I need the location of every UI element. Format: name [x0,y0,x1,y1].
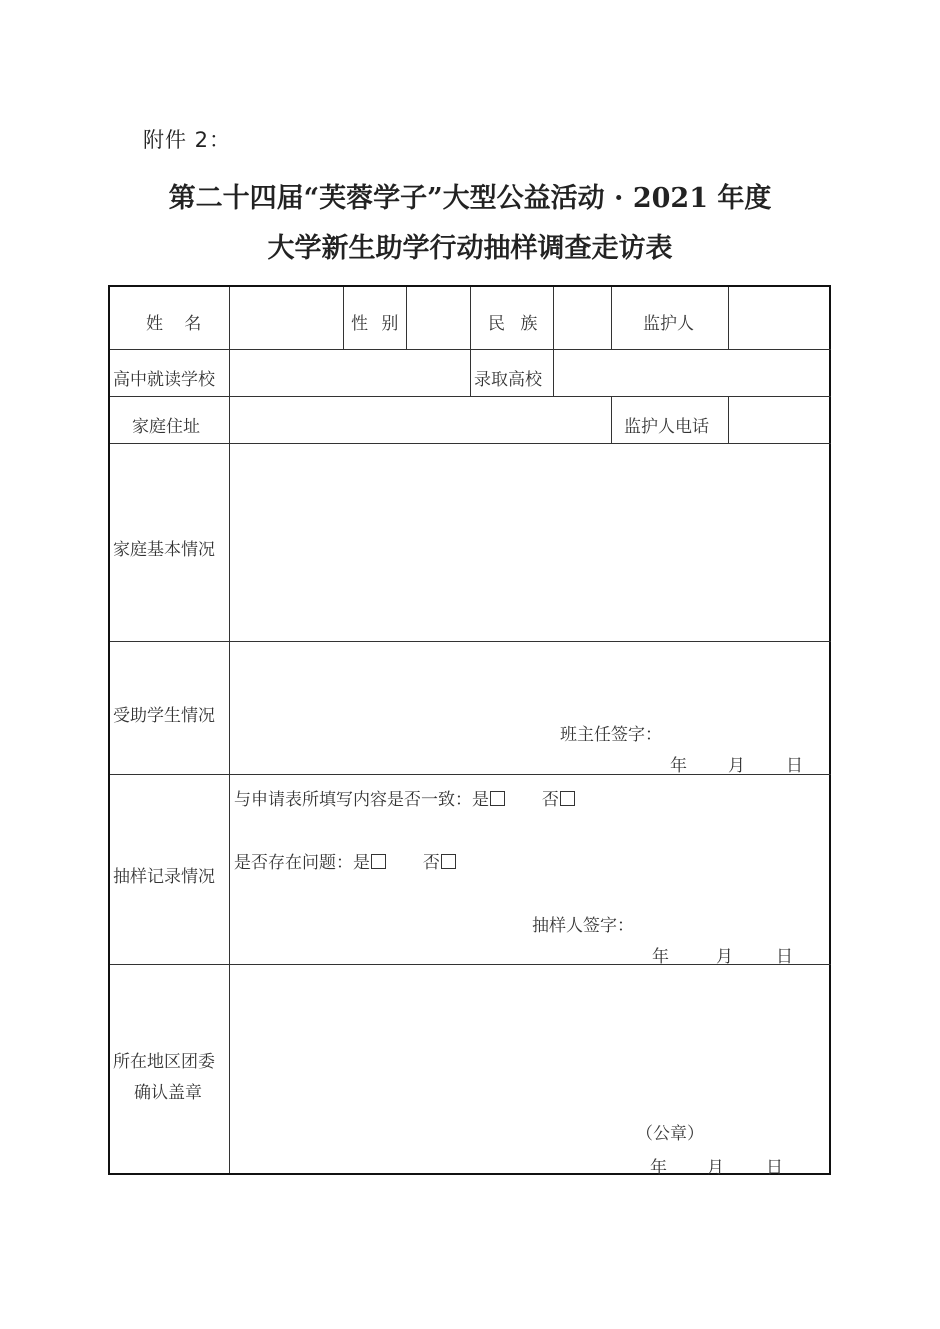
sampling-record-label: 抽样记录情况 [113,867,215,887]
sampling-date-year: 年 [652,947,669,967]
guardian-field[interactable] [730,287,830,348]
student-date-year: 年 [670,756,687,776]
problem-yes-checkbox[interactable] [371,854,386,869]
home-address-field[interactable] [231,397,610,442]
name-field[interactable] [231,287,342,348]
admitted-college-label: 录取高校 [474,370,542,390]
survey-form-table [108,285,831,1178]
family-situation-label: 家庭基本情况 [113,540,215,560]
gender-field[interactable] [408,287,469,348]
high-school-label: 高中就读学校 [113,370,215,390]
guardian-phone-field[interactable] [730,397,830,442]
name-label: 姓 名 [146,314,210,334]
guardian-phone-label: 监护人电话 [624,417,709,437]
row-divider [110,774,831,775]
student-date-month: 月 [728,756,745,776]
ethnicity-label: 民 族 [488,314,543,334]
regional-league-field[interactable] [231,965,830,1173]
column-divider [728,287,729,349]
home-address-label: 家庭住址 [132,417,200,437]
column-divider [553,287,554,396]
column-divider [343,287,344,349]
form-title-line2: 大学新生助学行动抽样调查走访表 [267,233,673,264]
student-date-day: 日 [786,756,803,776]
column-divider [611,396,612,443]
regional-league-label-line1: 所在地区团委 [113,1052,215,1072]
consistency-yes-checkbox[interactable] [490,791,505,806]
admitted-college-field[interactable] [555,350,830,395]
student-situation-label: 受助学生情况 [113,706,215,726]
consistency-no-text: 否 [541,790,559,810]
form-title-line1: 第二十四届“芙蓉学子”大型公益活动 · 2021 年度 [168,183,772,214]
official-seal-label: （公章） [636,1124,704,1144]
ethnicity-field[interactable] [555,287,610,348]
column-divider [470,287,471,396]
column-divider [229,287,230,1173]
teacher-signature-label: 班主任签字： [560,725,662,745]
column-divider [611,287,612,349]
gender-label: 性 别 [351,314,403,334]
column-divider [406,287,407,349]
consistency-no-checkbox[interactable] [560,791,575,806]
consistency-question-text: 与申请表所填写内容是否一致：是 [234,790,489,810]
regional-league-label-line2: 确认盖章 [134,1083,202,1103]
sampling-date-day: 日 [776,947,793,967]
family-situation-field[interactable] [231,444,830,640]
problem-no-checkbox[interactable] [441,854,456,869]
attachment-label: 附件 2： [143,128,232,152]
league-date-month: 月 [707,1158,724,1178]
sampler-signature-label: 抽样人签字： [532,916,634,936]
problem-question-text: 是否存在问题：是 [234,853,370,873]
sampling-date-month: 月 [716,947,733,967]
league-date-year: 年 [650,1158,667,1178]
consistency-question [234,785,575,810]
guardian-label: 监护人 [643,314,694,334]
problem-no-text: 否 [422,853,440,873]
column-divider [728,396,729,443]
league-date-day: 日 [766,1158,783,1178]
problem-question [234,848,456,873]
high-school-field[interactable] [231,350,469,395]
